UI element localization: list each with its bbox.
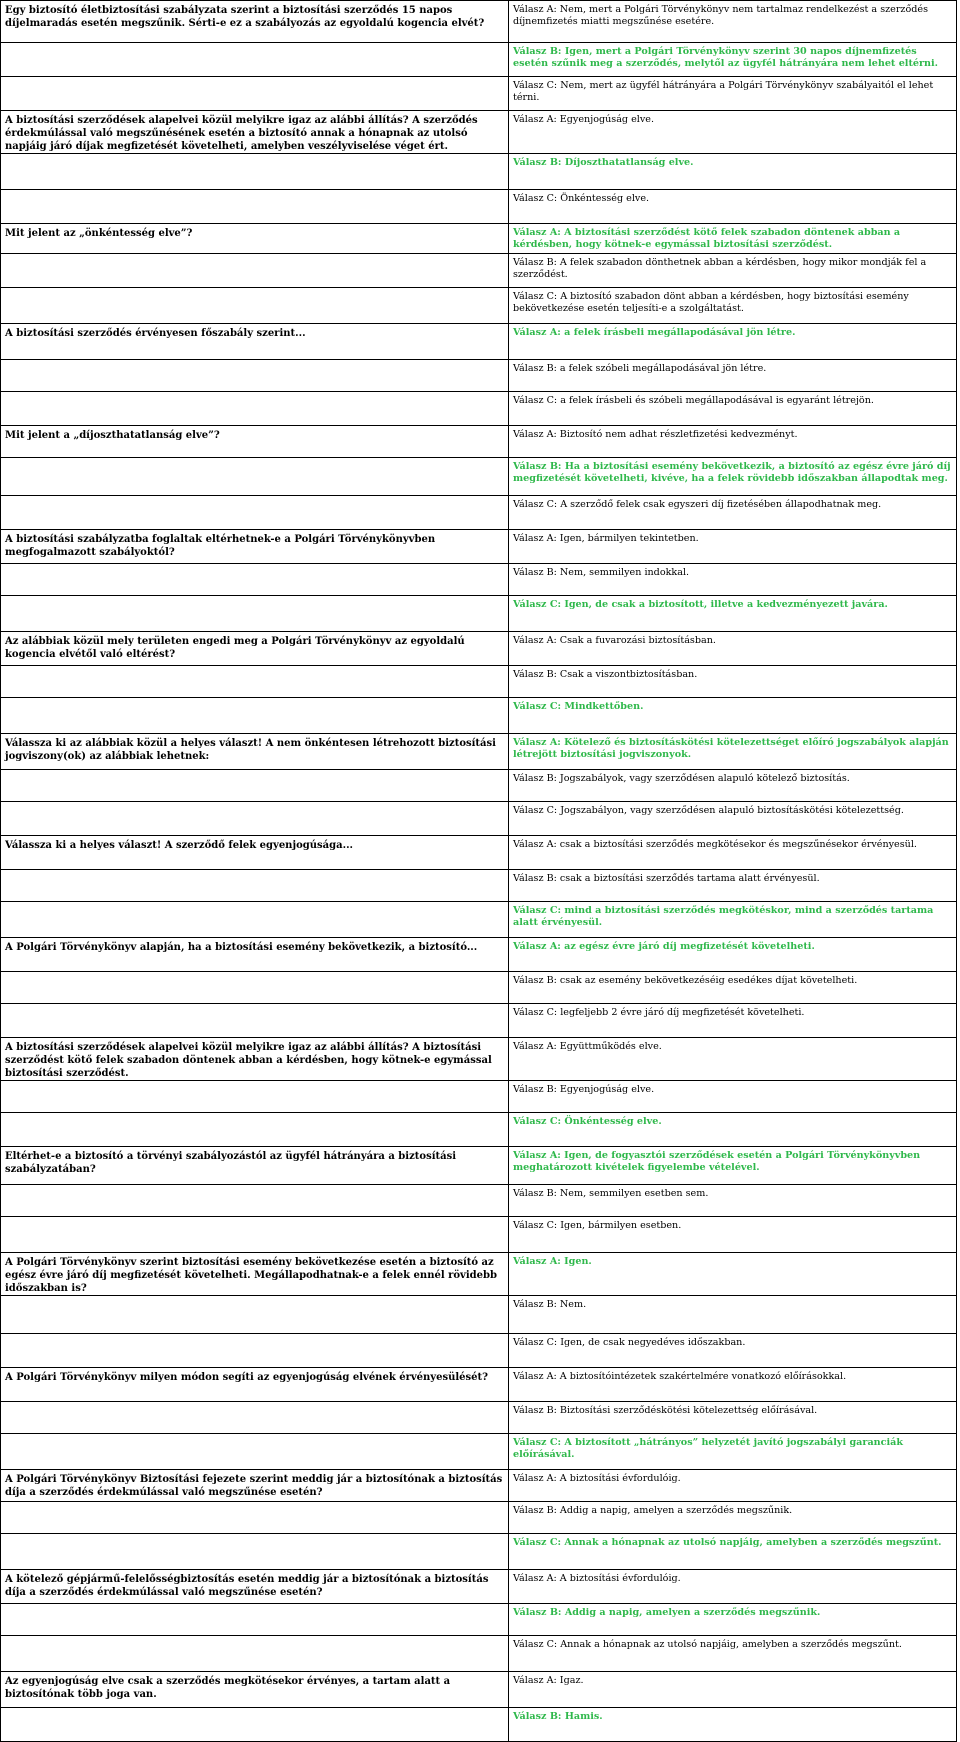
- table-row: [1, 1636, 957, 1672]
- quiz-table-body: [1, 1, 957, 1742]
- answer-cell: Válasz B: A felek szabadon dönthetnek abban a kérdésben, hogy mikor mondják fel a szerződést.: [509, 254, 957, 288]
- empty-question-cell: [1, 1217, 509, 1253]
- table-row: [1, 1402, 957, 1434]
- answer-cell: Válasz A: Igaz.: [509, 1672, 957, 1708]
- answer-cell: Válasz C: Igen, bármilyen esetben.: [509, 1217, 957, 1253]
- answer-cell: Válasz A: Biztosító nem adhat részletfizetési kedvezményt.: [509, 426, 957, 458]
- table-row: [1, 902, 957, 938]
- table-row: [1, 1470, 957, 1502]
- question-cell: A biztosítási szabályzatba foglaltak eltérhetnek-e a Polgári Törvénykönyvben megfogalmazott szabályoktól?: [1, 530, 509, 564]
- table-row: [1, 938, 957, 972]
- table-row: [1, 1185, 957, 1217]
- empty-question-cell: [1, 972, 509, 1004]
- question-cell: A Polgári Törvénykönyv alapján, ha a biztosítási esemény bekövetkezik, a biztosító...: [1, 938, 509, 972]
- answer-cell: Válasz B: Nem, semmilyen esetben sem.: [509, 1185, 957, 1217]
- question-cell: Egy biztosító életbiztosítási szabályzata szerint a biztosítási szerződés 15 napos díjelmaradás esetén megszűnik. Sérti-e ez a szabályozás az egyoldalú kogencia elvét?: [1, 1, 509, 43]
- empty-question-cell: [1, 902, 509, 938]
- empty-question-cell: [1, 190, 509, 224]
- question-cell: A biztosítási szerződések alapelvei közül melyikre igaz az alábbi állítás? A biztosítási szerződést kötő felek szabadon döntenek abban a kérdésben, hogy kötnek-e egymással biztosítási szerződést.: [1, 1038, 509, 1081]
- correct-answer-cell: Válasz C: Önkéntesség elve.: [509, 1113, 957, 1147]
- answer-cell: Válasz C: Nem, mert az ügyfél hátrányára a Polgári Törvénykönyv szabályaitól el lehet térni.: [509, 77, 957, 111]
- answer-cell: Válasz B: csak a biztosítási szerződés tartama alatt érvényesül.: [509, 870, 957, 902]
- empty-question-cell: [1, 392, 509, 426]
- table-row: [1, 154, 957, 190]
- question-cell: A Polgári Törvénykönyv szerint biztosítási esemény bekövetkezése esetén a biztosító az egész évre járó díj megfizetését követelheti. Megállapodhatnak-e a felek ennél rövidebb időszakban is?: [1, 1253, 509, 1296]
- table-row: [1, 458, 957, 496]
- correct-answer-cell: Válasz A: A biztosítási szerződést kötő felek szabadon döntenek abban a kérdésben, hogy kötnek-e egymással biztosítási szerződést.: [509, 224, 957, 254]
- correct-answer-cell: Válasz C: Igen, de csak a biztosított, illetve a kedvezményezett javára.: [509, 596, 957, 632]
- table-row: [1, 734, 957, 770]
- answer-cell: Válasz B: Jogszabályok, vagy szerződésen alapuló kötelező biztosítás.: [509, 770, 957, 802]
- table-row: [1, 632, 957, 666]
- empty-question-cell: [1, 458, 509, 496]
- answer-cell: Válasz A: Együttműködés elve.: [509, 1038, 957, 1081]
- answer-cell: Válasz A: A biztosítóintézetek szakértelmére vonatkozó előírásokkal.: [509, 1368, 957, 1402]
- answer-cell: Válasz B: Nem.: [509, 1296, 957, 1334]
- question-cell: Válassza ki az alábbiak közül a helyes választ! A nem önkéntesen létrehozott biztosítási jogviszony(ok) az alábbiak lehetnek:: [1, 734, 509, 770]
- empty-question-cell: [1, 666, 509, 698]
- correct-answer-cell: Válasz A: Igen.: [509, 1253, 957, 1296]
- table-row: [1, 1147, 957, 1185]
- empty-question-cell: [1, 596, 509, 632]
- answer-cell: Válasz A: csak a biztosítási szerződés megkötésekor és megszűnésekor érvényesül.: [509, 836, 957, 870]
- correct-answer-cell: Válasz C: Mindkettőben.: [509, 698, 957, 734]
- question-cell: Mit jelent az „önkéntesség elve”?: [1, 224, 509, 254]
- answer-cell: Válasz C: Önkéntesség elve.: [509, 190, 957, 224]
- answer-cell: Válasz A: Egyenjogúság elve.: [509, 111, 957, 154]
- table-row: [1, 77, 957, 111]
- table-row: [1, 698, 957, 734]
- table-row: [1, 324, 957, 360]
- table-row: [1, 43, 957, 77]
- answer-cell: Válasz C: Jogszabályon, vagy szerződésen alapuló biztosításkötési kötelezettség.: [509, 802, 957, 836]
- correct-answer-cell: Válasz A: az egész évre járó díj megfizetését követelheti.: [509, 938, 957, 972]
- table-row: [1, 1253, 957, 1296]
- correct-answer-cell: Válasz C: mind a biztosítási szerződés megkötéskor, mind a szerződés tartama alatt érvényesül.: [509, 902, 957, 938]
- empty-question-cell: [1, 154, 509, 190]
- table-row: [1, 1081, 957, 1113]
- question-cell: Válassza ki a helyes választ! A szerződő felek egyenjogúsága...: [1, 836, 509, 870]
- question-cell: A biztosítási szerződés érvényesen főszabály szerint...: [1, 324, 509, 360]
- table-row: [1, 1672, 957, 1708]
- correct-answer-cell: Válasz A: Kötelező és biztosításkötési kötelezettséget előíró jogszabályok alapján létrejött biztosítási jogviszonyok.: [509, 734, 957, 770]
- empty-question-cell: [1, 77, 509, 111]
- table-row: [1, 1, 957, 43]
- answer-cell: Válasz A: A biztosítási évfordulóig.: [509, 1470, 957, 1502]
- empty-question-cell: [1, 43, 509, 77]
- table-row: [1, 836, 957, 870]
- question-cell: A Polgári Törvénykönyv Biztosítási fejezete szerint meddig jár a biztosítónak a biztosítás díja a szerződés érdekmúlással való megszűnése esetén?: [1, 1470, 509, 1502]
- answer-cell: Válasz A: Igen, bármilyen tekintetben.: [509, 530, 957, 564]
- correct-answer-cell: Válasz A: Igen, de fogyasztói szerződések esetén a Polgári Törvénykönyvben meghatározott kivételek figyelembe vételével.: [509, 1147, 957, 1185]
- question-cell: A biztosítási szerződések alapelvei közül melyikre igaz az alábbi állítás? A szerződés érdekmúlással való megszűnésének esetén a biztosító annak a hónapnak az utolsó napjáig járó díjak megfizetését követelheti, amelyben veszélyviselése véget ért.: [1, 111, 509, 154]
- table-row: [1, 770, 957, 802]
- empty-question-cell: [1, 870, 509, 902]
- answer-cell: Válasz B: Biztosítási szerződéskötési kötelezettség előírásával.: [509, 1402, 957, 1434]
- empty-question-cell: [1, 1113, 509, 1147]
- answer-cell: Válasz B: csak az esemény bekövetkezéséig esedékes díjat követelheti.: [509, 972, 957, 1004]
- answer-cell: Válasz A: Csak a fuvarozási biztosításban.: [509, 632, 957, 666]
- answer-cell: Válasz B: Nem, semmilyen indokkal.: [509, 564, 957, 596]
- table-row: [1, 1502, 957, 1534]
- empty-question-cell: [1, 1402, 509, 1434]
- table-row: [1, 596, 957, 632]
- correct-answer-cell: Válasz A: a felek írásbeli megállapodásával jön létre.: [509, 324, 957, 360]
- answer-cell: Válasz A: A biztosítási évfordulóig.: [509, 1570, 957, 1604]
- table-row: [1, 530, 957, 564]
- table-row: [1, 1296, 957, 1334]
- empty-question-cell: [1, 770, 509, 802]
- table-row: [1, 190, 957, 224]
- empty-question-cell: [1, 1708, 509, 1742]
- question-cell: Az egyenjogúság elve csak a szerződés megkötésekor érvényes, a tartam alatt a biztosítónak több joga van.: [1, 1672, 509, 1708]
- empty-question-cell: [1, 496, 509, 530]
- empty-question-cell: [1, 1081, 509, 1113]
- answer-cell: Válasz B: a felek szóbeli megállapodásával jön létre.: [509, 360, 957, 392]
- question-cell: Az alábbiak közül mely területen engedi meg a Polgári Törvénykönyv az egyoldalú kogencia elvétől való eltérést?: [1, 632, 509, 666]
- empty-question-cell: [1, 1604, 509, 1636]
- table-row: [1, 1604, 957, 1636]
- question-cell: A Polgári Törvénykönyv milyen módon segíti az egyenjogúság elvének érvényesülését?: [1, 1368, 509, 1402]
- table-row: [1, 288, 957, 324]
- table-row: [1, 802, 957, 836]
- correct-answer-cell: Válasz B: Hamis.: [509, 1708, 957, 1742]
- table-row: [1, 972, 957, 1004]
- table-row: [1, 870, 957, 902]
- empty-question-cell: [1, 1534, 509, 1570]
- table-row: [1, 1368, 957, 1402]
- answer-cell: Válasz A: Nem, mert a Polgári Törvénykönyv nem tartalmaz rendelkezést a szerződés díjnemfizetés miatti megszűnése esetére.: [509, 1, 957, 43]
- empty-question-cell: [1, 1636, 509, 1672]
- empty-question-cell: [1, 254, 509, 288]
- table-row: [1, 254, 957, 288]
- table-row: [1, 1708, 957, 1742]
- empty-question-cell: [1, 1334, 509, 1368]
- question-cell: A kötelező gépjármű-felelősségbiztosítás esetén meddig jár a biztosítónak a biztosítás díja a szerződés érdekmúlással való megszűnése esetén?: [1, 1570, 509, 1604]
- correct-answer-cell: Válasz B: Díjoszthatatlanság elve.: [509, 154, 957, 190]
- table-row: [1, 224, 957, 254]
- correct-answer-cell: Válasz C: Annak a hónapnak az utolsó napjáig, amelyben a szerződés megszűnt.: [509, 1534, 957, 1570]
- answer-cell: Válasz B: Addig a napig, amelyen a szerződés megszűnik.: [509, 1502, 957, 1534]
- correct-answer-cell: Válasz B: Ha a biztosítási esemény bekövetkezik, a biztosító az egész évre járó díj megfizetését követelheti, kivéve, ha a felek rövidebb időszakban állapodtak meg.: [509, 458, 957, 496]
- empty-question-cell: [1, 1185, 509, 1217]
- answer-cell: Válasz C: A szerződő felek csak egyszeri díj fizetésében állapodhatnak meg.: [509, 496, 957, 530]
- answer-cell: Válasz C: Igen, de csak negyedéves időszakban.: [509, 1334, 957, 1368]
- table-row: [1, 111, 957, 154]
- question-cell: Mit jelent a „díjoszthatatlanság elve”?: [1, 426, 509, 458]
- answer-cell: Válasz B: Egyenjogúság elve.: [509, 1081, 957, 1113]
- table-row: [1, 496, 957, 530]
- table-row: [1, 1434, 957, 1470]
- empty-question-cell: [1, 1434, 509, 1470]
- empty-question-cell: [1, 802, 509, 836]
- empty-question-cell: [1, 288, 509, 324]
- empty-question-cell: [1, 1004, 509, 1038]
- empty-question-cell: [1, 1502, 509, 1534]
- table-row: [1, 666, 957, 698]
- empty-question-cell: [1, 1296, 509, 1334]
- table-row: [1, 1570, 957, 1604]
- table-row: [1, 1038, 957, 1081]
- correct-answer-cell: Válasz B: Igen, mert a Polgári Törvénykönyv szerint 30 napos díjnemfizetés esetén szűnik meg a szerződés, melytől az ügyfél hátrányára nem lehet eltérni.: [509, 43, 957, 77]
- table-row: [1, 1334, 957, 1368]
- answer-cell: Válasz C: legfeljebb 2 évre járó díj megfizetését követelheti.: [509, 1004, 957, 1038]
- table-row: [1, 1113, 957, 1147]
- answer-cell: Válasz B: Csak a viszontbiztosításban.: [509, 666, 957, 698]
- empty-question-cell: [1, 360, 509, 392]
- empty-question-cell: [1, 564, 509, 596]
- question-cell: Eltérhet-e a biztosító a törvényi szabályozástól az ügyfél hátrányára a biztosítási szabályzatában?: [1, 1147, 509, 1185]
- table-row: [1, 360, 957, 392]
- empty-question-cell: [1, 698, 509, 734]
- answer-cell: Válasz C: a felek írásbeli és szóbeli megállapodásával is egyaránt létrejön.: [509, 392, 957, 426]
- table-row: [1, 1534, 957, 1570]
- correct-answer-cell: Válasz B: Addig a napig, amelyen a szerződés megszűnik.: [509, 1604, 957, 1636]
- table-row: [1, 1004, 957, 1038]
- table-row: [1, 564, 957, 596]
- table-row: [1, 1217, 957, 1253]
- answer-cell: Válasz C: A biztosító szabadon dönt abban a kérdésben, hogy biztosítási esemény bekövetkezése esetén teljesíti-e a szolgáltatást.: [509, 288, 957, 324]
- table-row: [1, 392, 957, 426]
- table-row: [1, 426, 957, 458]
- answer-cell: Válasz C: Annak a hónapnak az utolsó napjáig, amelyben a szerződés megszűnt.: [509, 1636, 957, 1672]
- correct-answer-cell: Válasz C: A biztosított „hátrányos” helyzetét javító jogszabályi garanciák előírásával.: [509, 1434, 957, 1470]
